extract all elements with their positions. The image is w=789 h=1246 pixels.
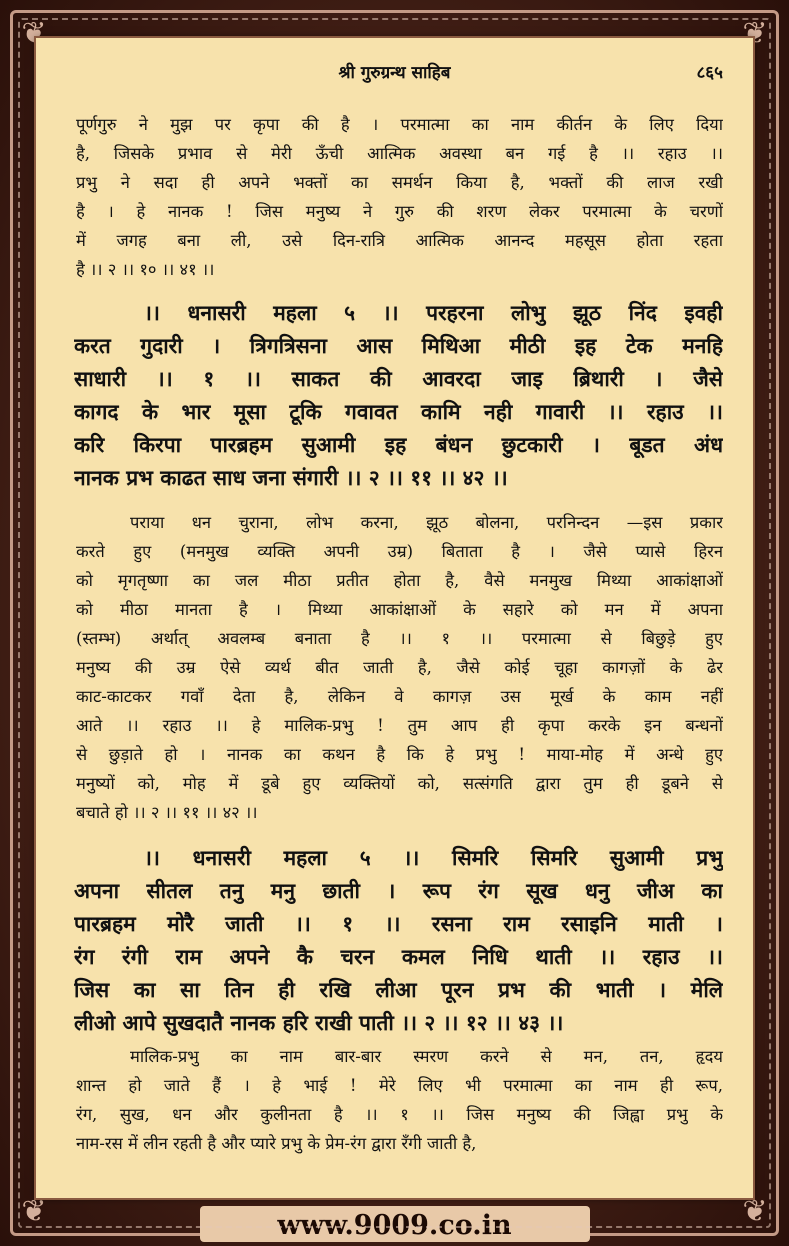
page-header (36, 60, 753, 88)
scroll-ornament-icon: ❦ (742, 16, 768, 51)
scroll-ornament-icon: ❦ (21, 1194, 47, 1229)
text-line: है ।। २ ।। १० ।। ४१ ।। (76, 260, 215, 279)
text-line: पूर्णगुरु ने मुझ पर कृपा की है । परमात्मा का नाम कीर्तन के लिए दिया (76, 115, 723, 134)
verse-line: पारब्रहम मोरै जाती ।। १ ।। रसना राम रसाइनि माती । (74, 911, 723, 936)
verse-line: जिस का सा तिन ही रखि लीआ पूरन प्रभ की भाती । मेलि (74, 977, 723, 1002)
text-line: में जगह बना ली, उसे दिन-रात्रि आत्मिक आनन्द महसूस होता रहता (76, 231, 723, 250)
gurbani-verse (74, 841, 723, 1039)
translation-paragraph (76, 110, 723, 284)
text-line: को मीठा मानता है । मिथ्या आकांक्षाओं के सहारे को मन में अपना (76, 600, 723, 619)
text-line: रंग, सुख, धन और कुलीनता है ।। १ ।। जिस मनुष्य की जिह्वा प्रभु के (76, 1105, 723, 1124)
website-url[interactable]: www.9009.co.in (277, 1210, 512, 1241)
verse-line: साधारी ।। १ ।। साकत की आवरदा जाइ ब्रिथारी । जैसे (74, 366, 723, 391)
text-line: को मृगतृष्णा का जल मीठा प्रतीत होता है, वैसे मनमुख मिथ्या आकांक्षाओं (76, 571, 723, 590)
gurbani-verse (74, 296, 723, 494)
verse-line: करि किरपा पारब्रहम सुआमी इह बंधन छुटकारी । बूडत अंध (74, 432, 723, 457)
verse-line: रंग रंगी राम अपने कै चरन कमल निधि थाती ।। रहाउ ।। (74, 944, 723, 969)
text-line: प्रभु ने सदा ही अपने भक्तों का समर्थन किया है, भक्तों की लाज रखी (76, 173, 723, 192)
text-line: करते हुए (मनमुख व्यक्ति अपनी उम्र) बिताता है । जैसे प्यासे हिरन (76, 542, 723, 561)
text-line: आते ।। रहाउ ।। हे मालिक-प्रभु ! तुम आप ही कृपा करके इन बन्धनों (76, 716, 723, 735)
verse-line: ।। धनासरी महला ५ ।। सिमरि सिमरि सुआमी प्रभु (144, 845, 723, 870)
translation-paragraph (76, 1042, 723, 1158)
text-line: पराया धन चुराना, लोभ करना, झूठ बोलना, परनिन्दन —इस प्रकार (130, 513, 723, 532)
verse-line: अपना सीतल तनु मनु छाती । रूप रंग सूख धनु जीअ का (74, 878, 723, 903)
text-line: बचाते हो ।। २ ।। ११ ।। ४२ ।। (76, 803, 258, 822)
text-line: मनुष्य की उम्र ऐसे व्यर्थ बीत जाती है, जैसे कोई चूहा कागज़ों के ढेर (76, 658, 723, 677)
scripture-page (36, 38, 753, 1198)
translation-paragraph (76, 508, 723, 827)
scroll-ornament-icon: ❦ (742, 1194, 768, 1229)
text-line: है । हे नानक ! जिस मनुष्य ने गुरु की शरण लेकर परमात्मा के चरणों (76, 202, 723, 221)
page-title: श्री गुरुग्रन्थ साहिब (338, 63, 451, 83)
verse-line: नानक प्रभ काढत साध जना संगारी ।। २ ।। ११ ।। ४२ ।। (74, 465, 508, 490)
text-line: है, जिसके प्रभाव से मेरी ऊँची आत्मिक अवस्था बन गई है ।। रहाउ ।। (76, 144, 723, 163)
verse-line: लीओ आपे सुखदातै नानक हरि राखी पाती ।। २ ।। १२ ।। ४३ ।। (74, 1010, 564, 1035)
text-line: नाम-रस में लीन रहती है और प्यारे प्रभु के प्रेम-रंग द्वारा रँगी जाती है, (76, 1134, 477, 1153)
verse-line: करत गुदारी । त्रिगत्रिसना आस मिथिआ मीठी इह टेक मनहि (74, 333, 723, 358)
text-line: शान्त हो जाते हैं । हे भाई ! मेरे लिए भी परमात्मा का नाम ही रूप, (76, 1076, 723, 1095)
text-line: (स्तम्भ) अर्थात् अवलम्ब बनाता है ।। १ ।। परमात्मा से बिछुड़े हुए (76, 629, 723, 648)
text-line: से छुड़ाते हो । नानक का कथन है कि हे प्रभु ! माया-मोह में अन्धे हुए (76, 745, 723, 764)
text-line: काट-काटकर गवाँ देता है, लेकिन वे कागज़ उस मूर्ख के काम नहीं (76, 687, 723, 706)
page-number: ८६५ (696, 63, 723, 83)
verse-line: ।। धनासरी महला ५ ।। परहरना लोभु झूठ निंद इवही (144, 300, 723, 325)
verse-line: कागद के भार मूसा टूकि गवावत कामि नही गावारी ।। रहाउ ।। (74, 399, 723, 424)
scroll-ornament-icon: ❦ (21, 16, 47, 51)
text-line: मालिक-प्रभु का नाम बार-बार स्मरण करने से मन, तन, हृदय (130, 1047, 723, 1066)
text-line: मनुष्यों को, मोह में डूबे हुए व्यक्तियों को, सत्संगति द्वारा तुम ही डूबने से (76, 774, 723, 793)
